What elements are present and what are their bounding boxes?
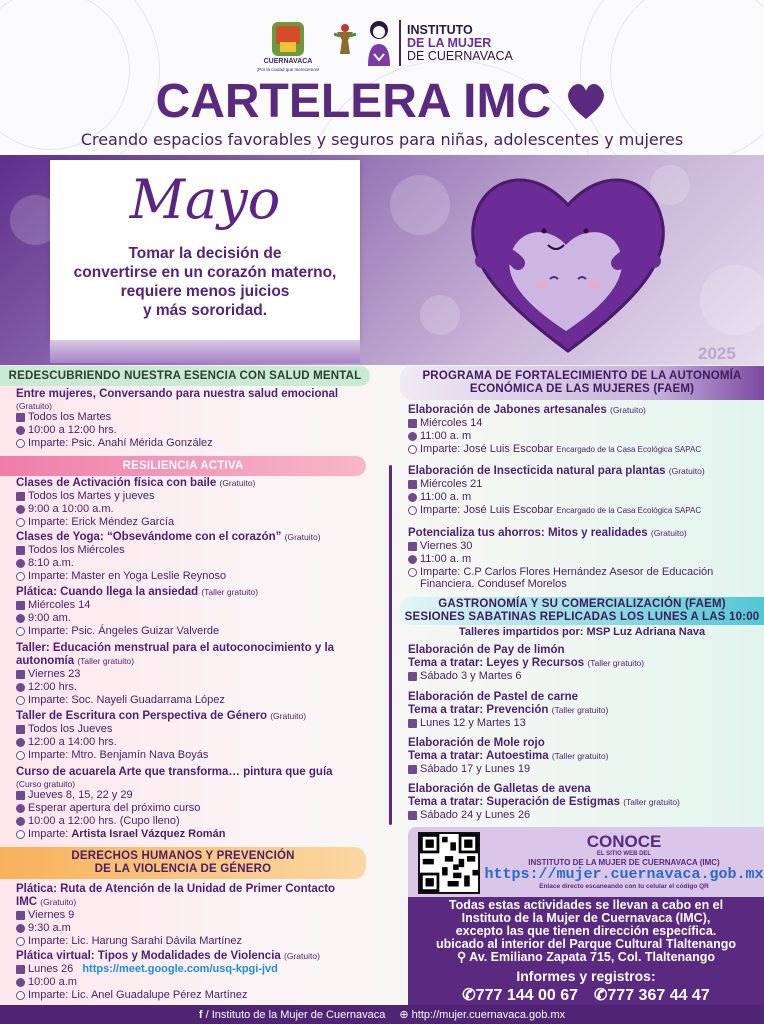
workshop-galletas — [408, 783, 758, 822]
section-header-derechos — [0, 847, 366, 879]
workshop-tag: (Taller gratuito) — [587, 658, 645, 668]
person-icon — [16, 751, 25, 760]
workshop-title: Elaboración de Pastel de carne — [408, 691, 579, 703]
facebook-text[interactable]: / Instituto de la Mujer de Cuernavaca — [205, 1008, 386, 1021]
logo-city-name: CUERNAVACA — [263, 58, 313, 65]
calendar-icon — [408, 542, 417, 551]
quote-line: requiere menos juicios — [120, 283, 290, 300]
activity-ansiedad — [16, 586, 376, 638]
activity-instructor: Imparte: Psic. Anahí Mérida González — [28, 437, 213, 449]
globe-icon: ⊕ — [399, 1009, 409, 1021]
section-title: PROGRAMA DE FORTALECIMIENTO DE LA AUTONOMÍA — [422, 370, 742, 382]
activity-title: Plática: Cuando llega la ansiedad — [16, 586, 199, 598]
activity-title: Elaboración de Insecticida natural para plantas — [408, 465, 666, 477]
activity-title: Plática virtual: Tipos y Modalidades de Violencia — [16, 950, 281, 962]
clock-icon — [408, 432, 417, 441]
activity-time: 12:00 a 14:00 hrs. — [28, 736, 117, 748]
activity-educacion-menstrual — [16, 642, 376, 707]
website-url[interactable]: https://mujer.cuernavaca.gob.mx — [484, 866, 764, 883]
year-label: 2025 — [698, 344, 736, 363]
figure-logo-icon — [334, 22, 356, 54]
workshop-pay — [408, 644, 758, 683]
clock-icon — [408, 555, 417, 564]
activity-insecticida — [408, 465, 758, 517]
clock-icon — [16, 505, 25, 514]
hugging-hearts-icon — [462, 165, 674, 357]
activity-title: Entre mujeres, Conversando para nuestra salud emocional — [16, 388, 339, 400]
activity-instructor-cont: Financiera. Condusef Morelos — [420, 578, 567, 590]
activity-title: Plática: Ruta de Atención de la Unidad de Primer Contacto — [16, 883, 336, 895]
activity-ruta-atencion — [16, 883, 376, 948]
column-divider — [389, 465, 392, 825]
calendar-icon — [16, 791, 25, 800]
logo-divider — [399, 20, 401, 66]
activity-day: Todos los Martes — [28, 411, 112, 423]
clock-icon — [16, 817, 25, 826]
clock-icon — [408, 493, 417, 502]
activity-tag: (Gratuito) — [668, 466, 705, 476]
clock-icon — [16, 924, 25, 933]
activity-title: Taller de Escritura con Perspectiva de Género — [16, 710, 267, 722]
clock-icon — [16, 426, 25, 435]
activity-time: 9:00 a 10:00 a.m. — [28, 503, 114, 515]
meet-link[interactable]: https://meet.google.com/usq-kpgi-jvd — [82, 963, 278, 975]
activity-instructor: Artista Israel Vázquez Román — [71, 828, 226, 840]
calendar-icon — [16, 492, 25, 501]
activity-title: Clases de Activación física con baile — [16, 477, 217, 489]
woman-logo-icon — [364, 18, 394, 68]
month-card — [50, 160, 360, 340]
workshop-days: Lunes 12 y Martes 13 — [420, 717, 526, 729]
month-title: Mayo — [129, 168, 281, 231]
activity-tag: (Gratuito) — [219, 478, 256, 488]
location-info — [408, 899, 764, 1006]
workshop-title: Elaboración de Mole rojo — [408, 737, 545, 749]
activity-time: 10:00 a 12:00 hrs. (Cupo lleno) — [28, 815, 180, 827]
clock-icon — [16, 738, 25, 747]
person-icon — [16, 439, 25, 448]
activity-baile — [16, 477, 376, 529]
workshop-days: Sábado 24 y Lunes 26 — [420, 809, 531, 821]
clock-icon — [16, 804, 25, 813]
conoce-note: Enlace directo escaneando con tu celular el código QR — [539, 883, 709, 890]
qr-code-icon[interactable] — [418, 832, 480, 894]
quote-line: y más sororidad. — [142, 302, 268, 319]
heart-icon — [564, 81, 608, 121]
phone-2[interactable]: 777 367 44 47 — [607, 987, 710, 1004]
conoce-line1: EL SITIO WEB DEL — [596, 851, 652, 857]
activity-jabones — [408, 404, 758, 456]
activity-instructor: Imparte: Soc. Nayeli Guadarrama López — [28, 694, 225, 706]
clock-icon — [16, 683, 25, 692]
calendar-icon — [408, 480, 417, 489]
calendar-icon — [408, 419, 417, 428]
activity-instructor: Imparte: Lic. Harung Sarahi Dávila Martínez — [28, 935, 242, 947]
workshop-tag: (Taller gratuito) — [551, 751, 609, 761]
activity-day: Lunes 26 — [28, 963, 74, 975]
activity-instructor: Imparte: Master en Yoga Leslie Reynoso — [28, 570, 227, 582]
clock-icon — [16, 978, 25, 987]
activity-title-cont: autonomía — [16, 655, 75, 667]
page-subtitle: Creando espacios favorables y seguros para niñas, adolescentes y mujeres — [80, 130, 684, 149]
workshop-days: Sábado 17 y Lunes 19 — [420, 763, 531, 775]
activity-instructor: Imparte: Psic. Ángeles Guizar Valverde — [28, 625, 220, 637]
activity-violencia-virtual — [16, 950, 376, 1002]
activity-tag: (Gratuito) — [270, 711, 307, 721]
workshop-topic: Tema a tratar: Leyes y Recursos — [408, 657, 585, 669]
web-text[interactable]: http://mujer.cuernavaca.gob.mx — [411, 1009, 566, 1021]
activity-instructor-role: Encargado de la Casa Ecológica SAPAC — [556, 506, 702, 515]
activity-time: 11:00 a. m — [420, 430, 472, 442]
activity-day: Jueves 8, 15, 22 y 29 — [28, 789, 133, 801]
person-icon — [16, 830, 25, 839]
calendar-icon — [16, 725, 25, 734]
activity-title: Elaboración de Jabones artesanales — [408, 404, 607, 416]
activity-note: Esperar apertura del próximo curso — [28, 802, 201, 814]
section-header-resiliencia — [0, 456, 366, 476]
activity-instructor: Imparte: José Luis Escobar — [420, 443, 554, 455]
section-header-faem — [400, 366, 764, 400]
person-icon — [16, 991, 25, 1000]
activity-title: Clases de Yoga: “Obsevándome con el corazón” — [16, 531, 282, 543]
phone-1[interactable]: 777 144 00 67 — [475, 987, 578, 1004]
activity-tag: (Gratuito) — [609, 405, 646, 415]
activity-title: Potencializa tus ahorros: Mitos y realidades — [408, 527, 648, 539]
activity-instructor-prefix: Imparte: — [28, 828, 69, 840]
address: Av. Emiliano Zapata 715, Col. Tlaltenango — [469, 950, 716, 964]
footer — [0, 1005, 764, 1024]
person-icon — [408, 445, 417, 454]
person-icon — [16, 696, 25, 705]
activity-instructor: Imparte: José Luis Escobar — [420, 504, 554, 516]
info-line: Instituto de la Mujer de Cuernavaca (IMC), — [461, 911, 711, 925]
header — [0, 0, 764, 155]
calendar-icon — [16, 546, 25, 555]
clock-icon — [16, 559, 25, 568]
activity-instructor: Imparte: Lic. Anel Guadalupe Pérez Martínez — [28, 989, 248, 1001]
phone-icon: ✆ — [462, 987, 476, 1004]
gastronomia-instructor: Talleres impartidos por: MSP Luz Adriana Nava — [458, 626, 706, 638]
institute-line3: DE CUERNAVACA — [407, 49, 513, 63]
activity-tag: (Gratuito) — [284, 951, 320, 961]
activity-instructor: Imparte: C.P Carlos Flores Hernández Asesor de Educación — [420, 566, 714, 578]
workshop-title: Elaboración de Pay de limón — [408, 644, 565, 656]
activity-day: Todos los Jueves — [28, 723, 113, 735]
activity-tag: (Curso gratuito) — [16, 779, 76, 789]
conoce-title: CONOCE — [586, 832, 662, 851]
calendar-icon — [16, 965, 25, 974]
clock-icon — [16, 614, 25, 623]
coat-of-arms-icon — [268, 20, 308, 58]
section-title-cont: SESIONES SABATINAS REPLICADAS LOS LUNES A LAS 10:00 — [404, 611, 760, 623]
activity-tag: (Taller gratuito) — [201, 587, 259, 597]
activity-time: 8:10 a.m. — [28, 557, 74, 569]
page-title — [0, 74, 764, 129]
calendar-icon — [16, 413, 25, 422]
workshop-tag: (Taller gratuito) — [623, 797, 680, 807]
activity-day: Viernes 9 — [28, 909, 75, 921]
activity-instructor: Imparte: Erick Méndez García — [28, 516, 175, 528]
activity-tag: (Gratuito) — [284, 532, 321, 542]
activity-title: Taller: Educación menstrual para el autoconocimiento y la — [16, 642, 335, 654]
section-title: GASTRONOMÍA Y SU COMERCIALIZACIÓN (FAEM) — [438, 598, 726, 610]
section-title-cont: DE LA VIOLENCIA DE GÉNERO — [94, 863, 272, 875]
institute-line1: INSTITUTO — [407, 23, 473, 37]
person-icon — [16, 627, 25, 636]
workshop-topic: Tema a tratar: Superación de Estigmas — [408, 796, 620, 808]
activity-time: 12:00 hrs. — [28, 681, 77, 693]
activity-day: Viernes 30 — [420, 540, 473, 552]
location-pin-icon: ⚲ — [456, 950, 467, 964]
activity-time: 10:00 a.m — [28, 976, 77, 988]
cuernavaca-logo — [252, 18, 324, 76]
activity-time: 10:00 a 12:00 hrs. — [28, 424, 117, 436]
activity-tag: (Taller gratuito) — [77, 656, 135, 666]
activity-time: 11:00 a. m — [420, 553, 472, 565]
section-header-salud-mental — [0, 366, 370, 386]
activity-entre-mujeres — [16, 388, 376, 450]
workshop-days: Sábado 3 y Martes 6 — [420, 670, 522, 682]
section-title: RESILIENCIA ACTIVA — [122, 460, 244, 472]
workshop-topic: Tema a tratar: Prevención — [408, 704, 549, 716]
calendar-icon — [408, 719, 417, 728]
institute-wordmark — [407, 24, 513, 63]
info-line: Todas estas actividades se llevan a cabo en el — [448, 898, 724, 912]
person-icon — [16, 518, 25, 527]
calendar-icon — [408, 811, 417, 820]
activity-tag: (Gratuito) — [650, 528, 687, 538]
activity-escritura — [16, 710, 376, 762]
facebook-icon: f — [198, 1008, 203, 1021]
activity-time: 9:00 am. — [28, 612, 71, 624]
conoce-line2: INSTITUTO DE LA MUJER DE CUERNAVACA (IMC) — [528, 858, 720, 867]
activity-acuarela — [16, 766, 376, 841]
activity-title-cont: IMC — [16, 896, 38, 908]
workshop-pastel — [408, 691, 758, 730]
workshop-mole — [408, 737, 758, 776]
whatsapp-icon: ✆ — [594, 987, 608, 1004]
informes-label: Informes y registros: — [516, 968, 656, 984]
activity-day: Miércoles 14 — [28, 599, 91, 611]
activity-day: Miércoles 14 — [420, 417, 483, 429]
section-title: DERECHOS HUMANOS Y PREVENCIÓN — [71, 850, 295, 862]
month-card-footer — [50, 340, 360, 363]
info-line: ubicado al interior del Parque Cultural Tlaltenango — [435, 937, 737, 951]
workshop-tag: (Taller gratuito) — [551, 705, 609, 715]
section-title-cont: ECONÓMICA DE LAS MUJERES (FAEM) — [469, 383, 695, 395]
activity-tag: (Gratuito) — [16, 401, 52, 411]
quote-line: Tomar la decisión de — [128, 245, 282, 262]
activity-time: 11:00 a. m — [420, 491, 472, 503]
activity-instructor-role: Encargado de la Casa Ecológica SAPAC — [556, 445, 702, 454]
activity-day: Todos los Martes y jueves — [28, 490, 155, 502]
logo-city-slogan: ¡Por la ciudad que merecemos! — [256, 67, 320, 72]
activity-ahorros — [408, 527, 758, 590]
calendar-icon — [408, 672, 417, 681]
section-title: REDESCUBRIENDO NUESTRA ESENCIA CON SALUD MENTAL — [8, 370, 362, 382]
activity-day: Miércoles 21 — [420, 478, 483, 490]
calendar-icon — [16, 911, 25, 920]
info-line: excepto las que tienen dirección específica. — [455, 924, 717, 938]
workshop-topic: Tema a tratar: Autoestima — [408, 750, 549, 762]
activity-title: Curso de acuarela Arte que transforma… pintura que guía — [16, 766, 333, 778]
calendar-icon — [408, 765, 417, 774]
activity-yoga — [16, 531, 376, 583]
activity-instructor: Imparte: Mtro. Benjamín Nava Boyás — [28, 749, 209, 761]
activity-day: Todos los Miércoles — [28, 544, 125, 556]
person-icon — [408, 568, 417, 577]
person-icon — [16, 572, 25, 581]
month-quote — [50, 244, 360, 320]
person-icon — [408, 506, 417, 515]
activity-day: Viernes 23 — [28, 668, 81, 680]
person-icon — [16, 937, 25, 946]
website-info — [484, 833, 764, 891]
activity-tag: (Gratuito) — [40, 897, 77, 907]
activity-time: 9:30 a.m — [28, 922, 71, 934]
calendar-icon — [16, 601, 25, 610]
phones — [408, 986, 764, 1006]
section-header-gastronomia — [400, 597, 764, 625]
calendar-icon — [16, 670, 25, 679]
quote-line: convertirse en un corazón materno, — [73, 264, 337, 281]
institute-line2: DE LA MUJER — [407, 36, 492, 50]
title-text: CARTELERA IMC — [155, 75, 552, 128]
workshop-title: Elaboración de Galletas de avena — [408, 783, 591, 795]
